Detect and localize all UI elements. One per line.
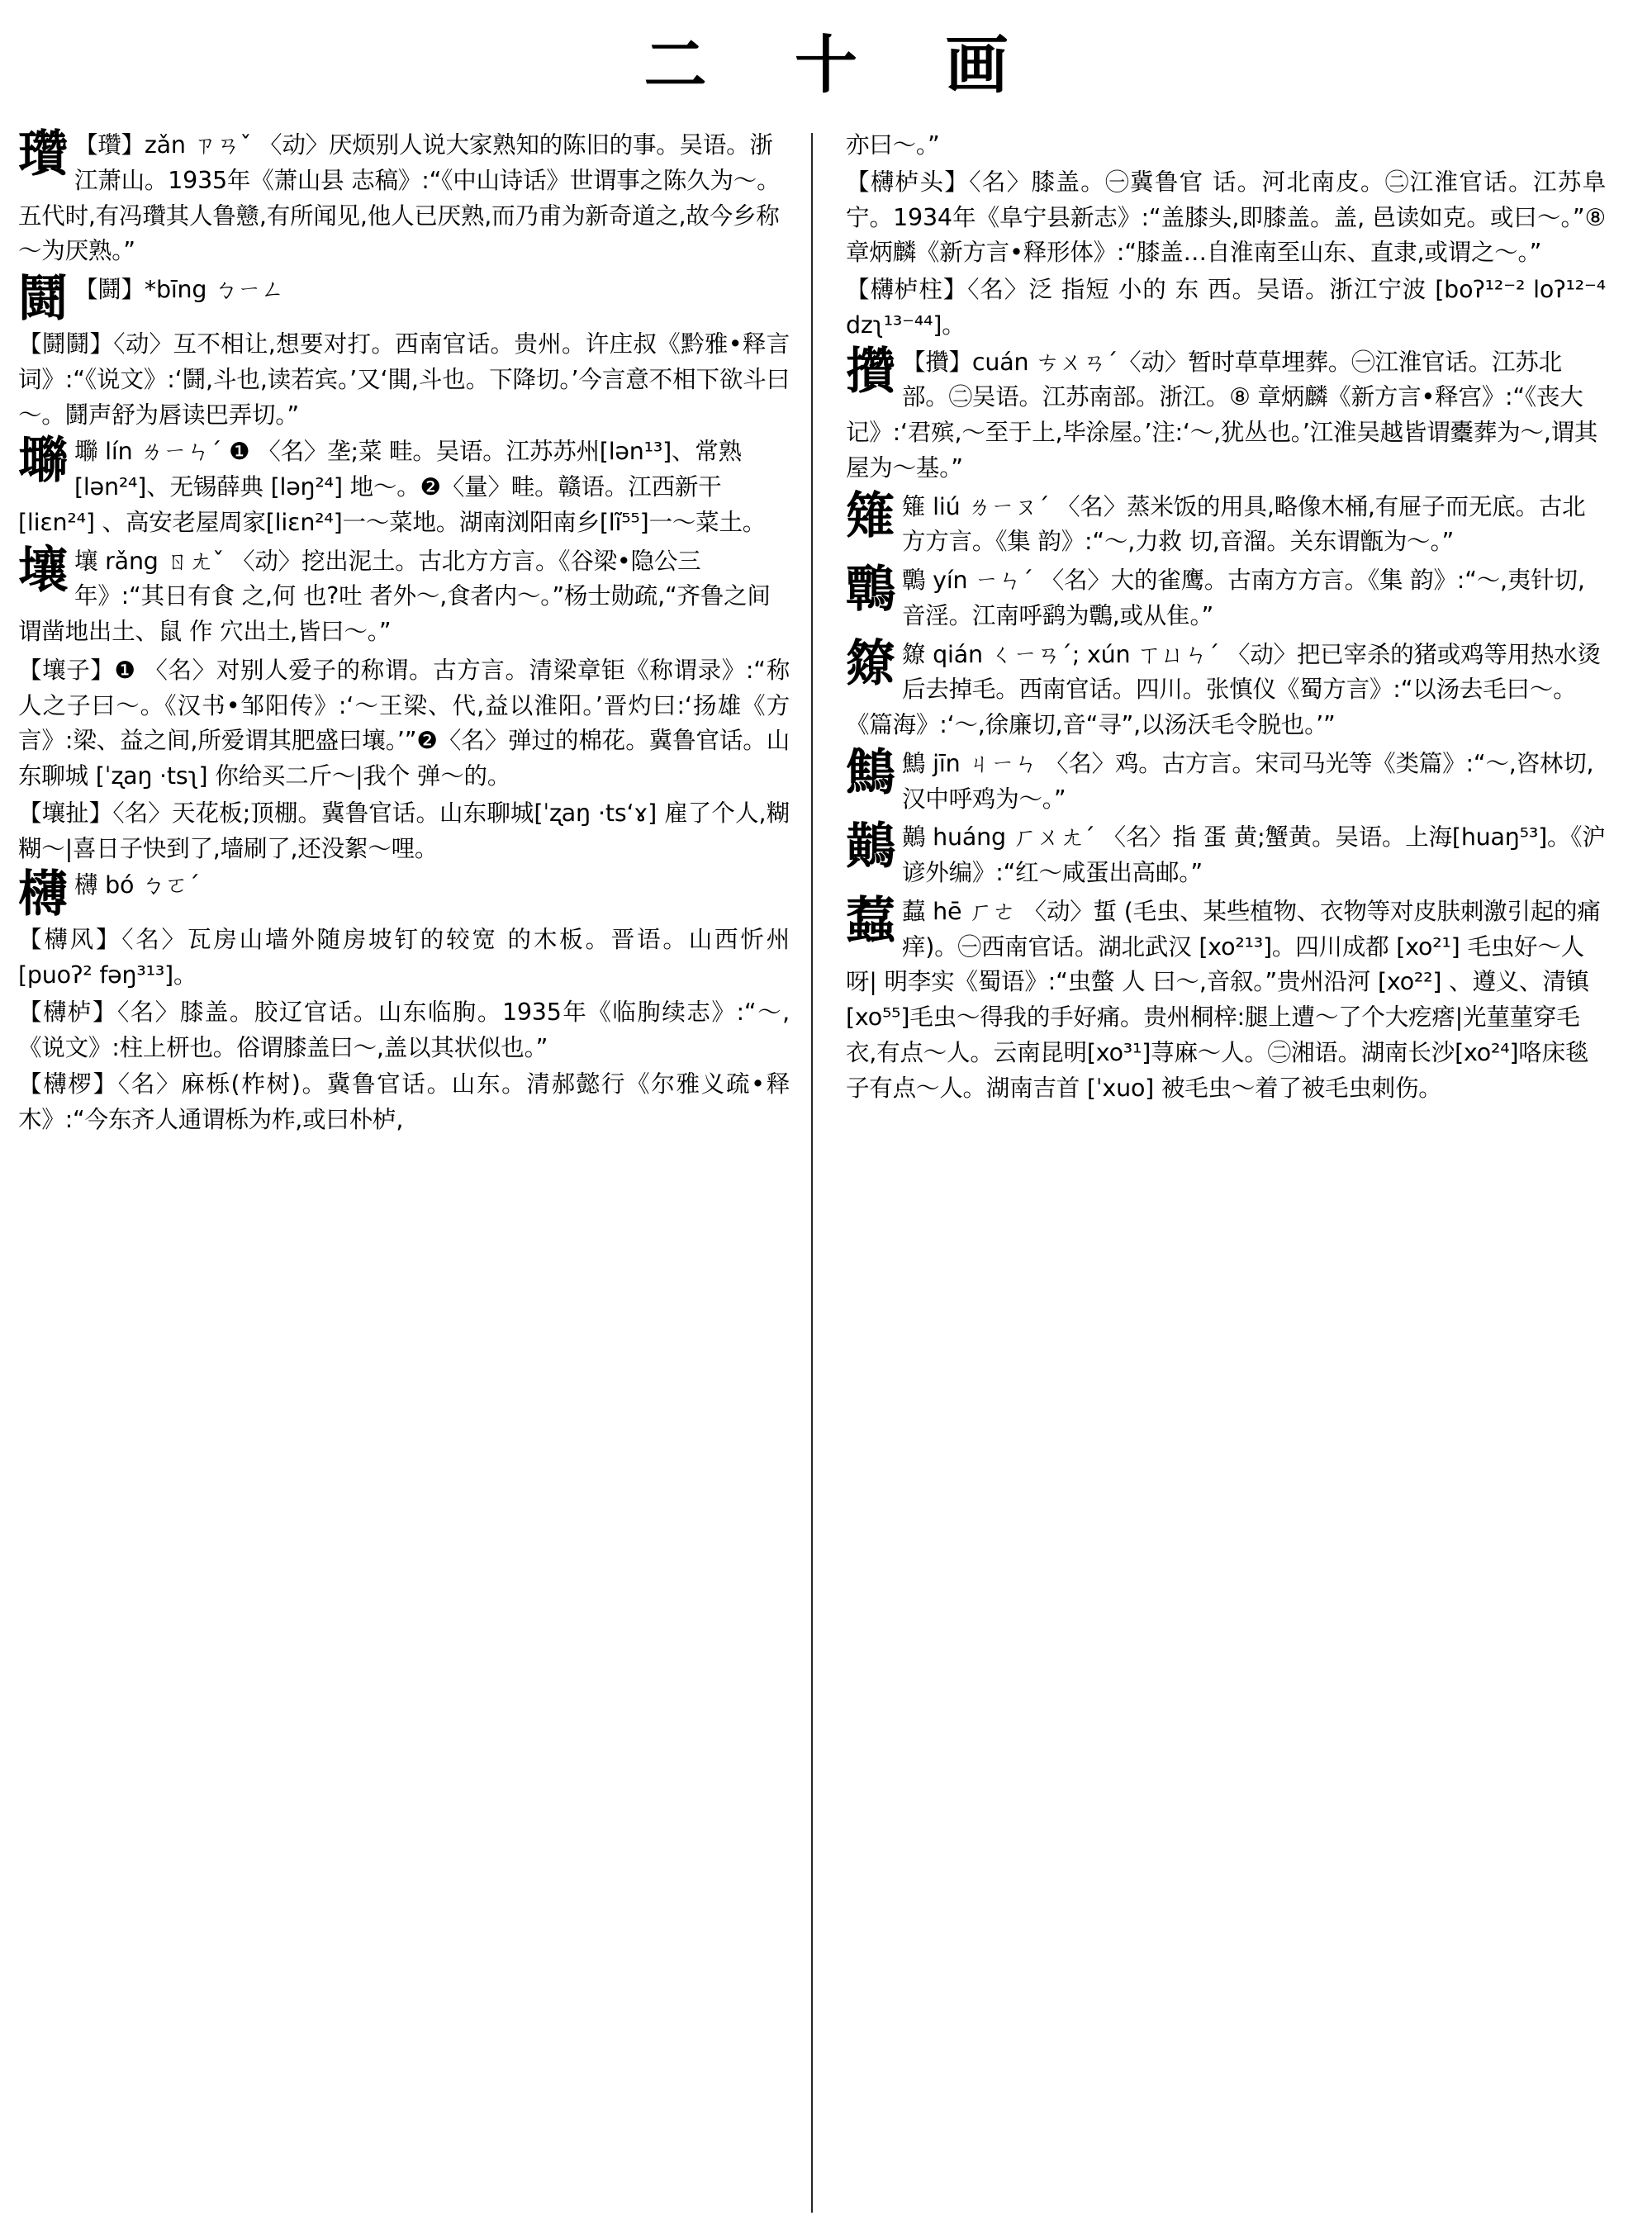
headchar-jin: 鷦 xyxy=(846,743,895,802)
entry-bolutou: 【欂栌头】〈名〉膝盖。㊀冀鲁官 话。河北南皮。㊁江淮官话。江苏阜宁。1934年《阜宁县新志》:“盖膝头,即膝盖。盖, 邑读如克。或曰～。”⑧章炳麟《新方言•释形体》:“膝盖…自淮南至山东、直隶,或谓之～。” xyxy=(846,168,1606,267)
entry-rangzi: 【壤子】❶ 〈名〉对别人爱子的称谓。古方言。清梁章钜《称谓录》:“称人之子曰～。《汉书•邹阳传》:‘～王梁、代,益以淮阳。’晋灼曰:‘扬雄《方言》:梁、益之间,所爱谓其肥盛曰壤。’”❷〈名〉弹过的棉花。冀鲁官话。山东聊城 [ˈʐaŋ ·tsʅ] 你给买二斤～|我个 弹～的。 xyxy=(18,656,790,790)
headchar-bing: 鬪 xyxy=(18,270,68,328)
entry-text-liu: 䉜 liú ㄌㄧㄡˊ 〈名〉蒸米饭的用具,略像木桶,有屉子而无底。古北方方言。《集 韵》:“～,力救 切,音溜。关东谓甑为～。” xyxy=(902,492,1586,556)
entry-zan xyxy=(18,128,790,269)
left-column xyxy=(18,128,811,2218)
entry-liu xyxy=(846,486,1606,561)
entry-bo xyxy=(18,866,790,924)
page-title: 二 十 画 xyxy=(643,28,1042,102)
entry-text-qian: 爒 qián ㄑㄧㄢˊ; xún ㄒㄩㄣˊ 〈动〉把已宰杀的猪或鸡等用热水烫后去掉毛。西南官话。四川。张慎仪《蜀方言》:“以汤去毛曰～。《篇海》:‘～,徐廉切,音“寻”,以汤沃毛令脱也。’” xyxy=(846,640,1601,738)
entry-he xyxy=(846,891,1606,1107)
entry-text-yin: 鷣 yín ㄧㄣˊ 〈名〉大的雀鹰。古南方方言。《集 韵》:“～,夷针切,音淫。江南呼鹞为鷣,或从隹。” xyxy=(902,567,1585,629)
entry-text-zan: 【瓚】zǎn ㄗㄢˇ 〈动〉厌烦别人说大家熟知的陈旧的事。吴语。浙江萧山。1935年《萧山县 志稿》:“《中山诗话》世谓事之陈久为～。五代时,有冯瓚其人鲁戆,有所闻见,他人已厌熟,而乃甫为新奇道之,故今乡称～为厌熟。” xyxy=(18,131,781,265)
entry-bofeng: 【欂风】〈名〉瓦房山墙外随房坡钉的较宽 的木板。晋语。山西忻州 [puoʔ² fəŋ³¹³]。 xyxy=(18,926,790,989)
entry-rangche: 【壤扯】〈名〉天花板;顶棚。冀鲁官话。山东聊城[ˈʐaŋ ·tsʻɤ] 雇了个人,糊糊～|喜日子快到了,墙刷了,还没絮～哩。 xyxy=(18,799,790,862)
entry-text-rang: 壤 rǎng ㄖㄤˇ 〈动〉挖出泥土。古北方方言。《谷梁•隐公三年》:“其日有食 之,何 也?吐 者外～,食者内～。”杨士勋疏,“齐鲁之间谓凿地出土、鼠 作 穴出土,皆曰～。” xyxy=(18,547,771,645)
headchar-huang: 鷬 xyxy=(846,818,895,876)
headchar-yin: 鷣 xyxy=(846,561,895,619)
entry-bolu: 【欂栌】〈名〉膝盖。胶辽官话。山东临朐。1935年《临朐续志》:“～,《说文》:柱上枅也。俗谓膝盖曰～,盖以其状似也。” xyxy=(18,998,790,1061)
headchar-qian: 爒 xyxy=(846,634,895,693)
headchar-lin: 壣 xyxy=(18,432,68,491)
entry-boluzhu: 【欂栌柱】〈名〉泛 指短 小的 东 西。吴语。浙江宁波 [boʔ¹²⁻² loʔ¹²⁻⁴ dzʅ¹³⁻⁴⁴]。 xyxy=(846,276,1606,339)
headchar-liu: 䉜 xyxy=(846,486,895,545)
entry-qian xyxy=(846,634,1606,743)
entry-text-he: 蠚 hē ㄏㄜ 〈动〉蜇 (毛虫、某些植物、衣物等对皮肤刺激引起的痛痒)。㊀西南官话。湖北武汉 [xo²¹³]。四川成都 [xo²¹] 毛虫好～人呀| 明李实《蜀语》:“虫螫 人 曰～,音叙。”贵州沿河 [xo²²] 、遵义、清镇[xo⁵⁵]毛虫～得我的手好痛。贵州桐梓:腿上遭～了个大疙瘩|光菫菫穿毛衣,有点～人。云南昆明[xo³¹]荨麻～人。㊁湘语。湖南长沙[xo²⁴]咯床毯子有点～人。湖南吉首 [ˈxuo] 被毛虫～着了被毛虫刺伤。 xyxy=(846,897,1601,1102)
headchar-cuan: 攢 xyxy=(846,342,895,401)
entry-bingbing: 【鬪鬪】〈动〉互不相让,想要对打。西南官话。贵州。许庄叔《黔雅•释言词》:“《说文》:‘鬪,斗也,读若宾。’又‘閧,斗也。下降切。’今言意不相下欲斗曰～。鬪声舒为唇读巴弄切。” xyxy=(18,330,790,429)
entry-text-bo: 欂 bó ㄅㄛˊ xyxy=(74,871,200,899)
entry-continuation: 亦曰～。” xyxy=(846,131,940,159)
entry-rang xyxy=(18,541,790,650)
entry-jin xyxy=(846,743,1606,818)
entry-text-cuan: 【攢】cuán ㄘㄨㄢˊ〈动〉暂时草草埋葬。㊀江淮官话。江苏北部。㊁吴语。江苏南部。浙江。⑧ 章炳麟《新方言•释宫》:“《丧大记》:‘君殡,～至于上,毕涂屋。’注:‘～,犹丛也。’江淮吴越皆谓櫜葬为～,谓其屋为～基。” xyxy=(846,348,1598,482)
entry-lin xyxy=(18,434,790,540)
headchar-he: 蠚 xyxy=(846,891,895,950)
right-column xyxy=(813,128,1606,2218)
headchar-rang: 壤 xyxy=(18,541,68,600)
entry-cuan xyxy=(846,342,1606,486)
headchar-bo: 欂 xyxy=(18,866,68,924)
entry-text-lin: 壣 lín ㄌㄧㄣˊ ❶ 〈名〉垄;菜 畦。吴语。江苏苏州[lən¹³]、常熟[lən²⁴]、无锡薛典 [ləŋ²⁴] 地～。❷〈量〉畦。赣语。江西新干 [liɛn²⁴] 、高安老屋周家[liɛn²⁴]一～菜地。湖南浏阳南乡[lĩ⁵⁵]一～菜土。 xyxy=(18,438,767,536)
entry-bing xyxy=(18,270,790,328)
headchar-zan: 瓚 xyxy=(18,126,68,183)
entry-text-bing: 【鬪】*bīng ㄅㄧㄥ xyxy=(74,276,285,303)
entry-text-jin: 鷦 jīn ㄐㄧㄣ 〈名〉鸡。古方言。宋司马光等《类篇》:“～,咨林切,汉中呼鸡为～。” xyxy=(902,749,1594,813)
entry-huang xyxy=(846,820,1606,891)
entry-boluo: 【欂椤】〈名〉麻栎(柞树)。冀鲁官话。山东。清郝懿行《尔雅义疏•释木》:“今东齐人通谓栎为柞,或曰朴栌, xyxy=(18,1070,790,1133)
entry-text-huang: 鷬 huáng ㄏㄨㄤˊ 〈名〉指 蛋 黄;蟹黄。吴语。上海[huaŋ⁵³]。《沪谚外编》:“红～咸蛋出高邮。” xyxy=(902,823,1606,886)
entry-yin xyxy=(846,563,1606,634)
columns-container xyxy=(0,128,1652,2218)
